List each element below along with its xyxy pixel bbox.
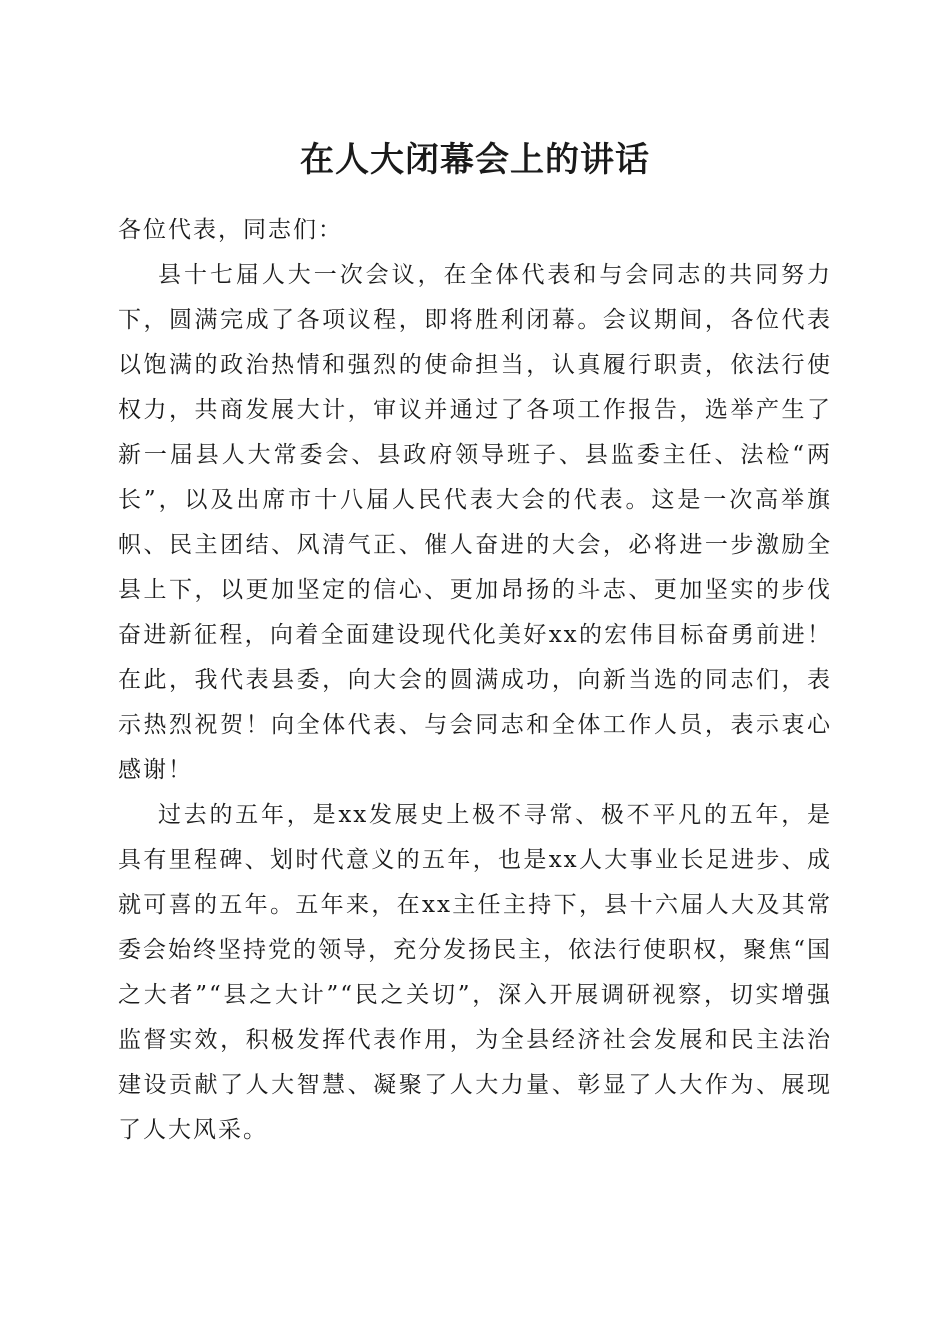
- document-body: [118, 208, 832, 1153]
- paragraph-1: 县十七届人大一次会议，在全体代表和与会同志的共同努力下，圆满完成了各项议程，即将胜利闭幕。会议期间，各位代表以饱满的政治热情和强烈的使命担当，认真履行职责，依法行使权力，共商发展大计，审议并通过了各项工作报告，选举产生了新一届县人大常委会、县政府领导班子、县监委主任、法检“两长”，以及出席市十八届人民代表大会的代表。这是一次高举旗帜、民主团结、风清气正、催人奋进的大会，必将进一步激励全县上下，以更加坚定的信心、更加昂扬的斗志、更加坚实的步伐奋进新征程，向着全面建设现代化美好xx的宏伟目标奋勇前进！在此，我代表县委，向大会的圆满成功，向新当选的同志们，表示热烈祝贺！向全体代表、与会同志和全体工作人员，表示衷心感谢！: [118, 262, 832, 783]
- document-title: 在人大闭幕会上的讲话: [300, 140, 650, 180]
- paragraph-2: 过去的五年，是xx发展史上极不寻常、极不平凡的五年，是具有里程碑、划时代意义的五年，也是xx人大事业长足进步、成就可喜的五年。五年来，在xx主任主持下，县十六届人大及其常委会始终坚持党的领导，充分发扬民主，依法行使职权，聚焦“国之大者”“县之大计”“民之关切”，深入开展调研视察，切实增强监督实效，积极发挥代表作用，为全县经济社会发展和民主法治建设贡献了人大智慧、凝聚了人大力量、彰显了人大作为、展现了人大风采。: [118, 802, 832, 1143]
- greeting: 各位代表，同志们：: [118, 217, 343, 243]
